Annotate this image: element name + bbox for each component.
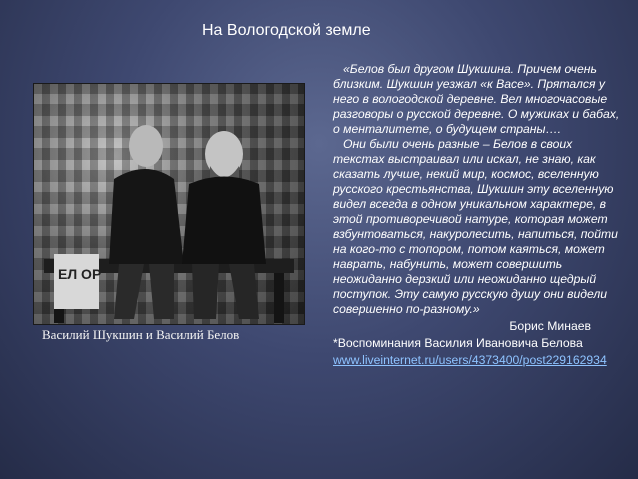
quote-block (333, 62, 623, 317)
man-right-leg (229, 264, 259, 319)
quote-paragraph-2: Они были очень разные – Белов в своих текстах выстраивал или искал, не знаю, как сказать лучше, некий мир, космос, вселенную русского крестьянства, Шукшин эту вселенную видел всегда в одном уникальном характере, в этой противоречивой натуре, которая может взбунтоваться, накуролесить, напиться, пойти на кого-то с топором, потом каяться, может наврать, набунить, может совершить неожиданно дерзкий или неожиданно щедрый поступок. Эту самую русскую душу они видели совершенно по-разному.» (333, 137, 618, 316)
source-note: *Воспоминания Василия Ивановича Белова (333, 336, 583, 350)
quote-column (333, 62, 623, 368)
quote-paragraph-1: «Белов был другом Шукшина. Причем очень близким. Шукшин уезжал «к Васе». Прятался у него в вологодской деревне. Вел многочасовые разговоры о русской деревне. О мужиках и бабах, о менталитете, о будущем страны…. (333, 62, 620, 136)
slide-title: На Вологодской земле (202, 22, 371, 39)
source-link[interactable]: www.liveinternet.ru/users/4373400/post229162934 (333, 353, 607, 367)
sign-text: ЕЛ ОР (58, 266, 102, 282)
man-right-leg (192, 264, 219, 319)
bench-leg (274, 273, 284, 323)
man-left-body (109, 169, 184, 264)
photo-illustration (34, 84, 304, 324)
man-right-body (182, 177, 266, 265)
man-left-leg (114, 264, 144, 319)
man-left-head (129, 125, 163, 167)
photo-caption: Василий Шукшин и Василий Белов (42, 327, 240, 342)
photo-shukshin-belov (33, 83, 305, 325)
man-left-leg (149, 264, 174, 319)
quote-author: Борис Минаев (509, 319, 591, 333)
